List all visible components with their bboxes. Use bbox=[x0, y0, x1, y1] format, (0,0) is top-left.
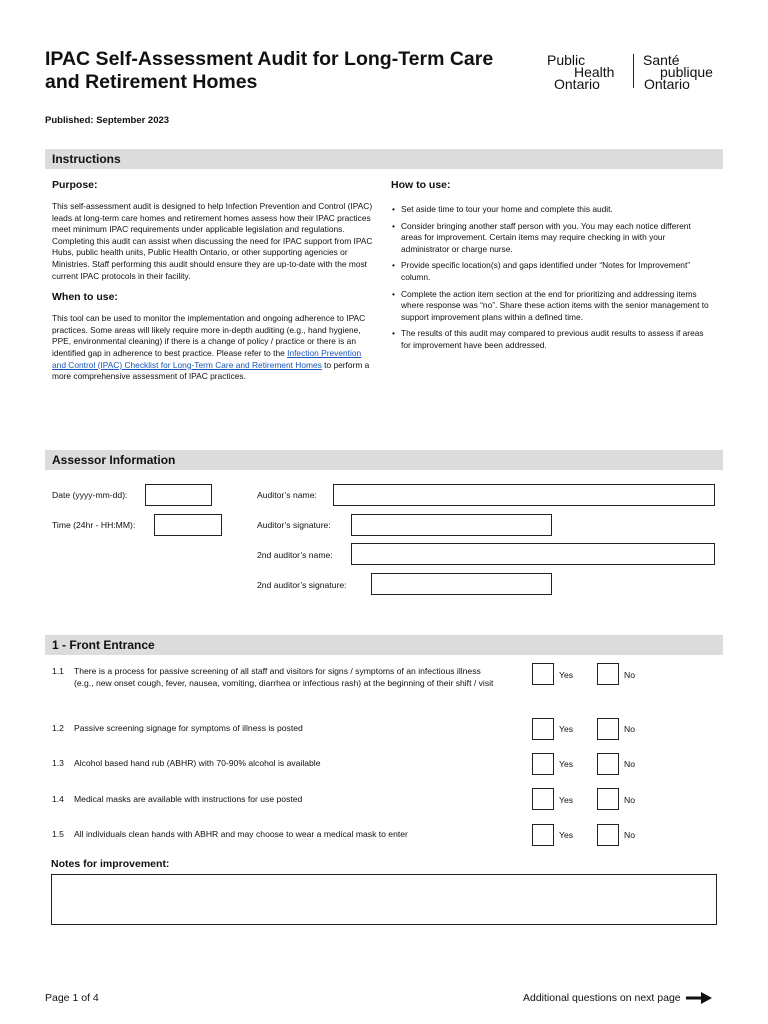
notes-label: Notes for improvement: bbox=[51, 858, 170, 870]
assessor-heading: Assessor Information bbox=[45, 450, 723, 470]
yes-label: Yes bbox=[559, 670, 574, 680]
no-label: No bbox=[624, 759, 635, 769]
instructions-left-column bbox=[52, 179, 374, 392]
page-title: IPAC Self-Assessment Audit for Long-Term Care and Retirement Homes bbox=[45, 48, 494, 93]
arrow-right-icon bbox=[686, 992, 712, 1004]
no-checkbox[interactable] bbox=[597, 824, 619, 846]
question-text: Passive screening signage for symptoms of illness is posted bbox=[74, 723, 303, 733]
auditor2-name-field[interactable] bbox=[351, 543, 715, 565]
when-text-before: This tool can be used to monitor the implementation and ongoing adherence to IPAC practices. Some areas will likely require more in-depth auditing (e.g., hand hygiene, PPE, environmental cleaning) if there is a change of policy / practice or there is an identified gap in adherence to best practice. Please refer to the bbox=[52, 313, 366, 358]
question-text: Medical masks are available with instructions for use posted bbox=[74, 794, 303, 804]
no-checkbox[interactable] bbox=[597, 663, 619, 685]
yes-checkbox[interactable] bbox=[532, 753, 554, 775]
question-text: There is a process for passive screening of all staff and visitors for signs / symptoms of an infectious illness (e.g., new onset cough, fever, nausea, vomiting, diarrhea or infectious rash) at the beginning of their shift / visit bbox=[74, 666, 494, 688]
yes-label: Yes bbox=[559, 759, 574, 769]
when-heading: When to use: bbox=[52, 291, 118, 304]
when-text-after: to perform a more comprehensive assessment of IPAC practices. bbox=[52, 359, 370, 382]
logo-en-line-1: Public bbox=[547, 52, 586, 68]
question-text: Alcohol based hand rub (ABHR) with 70-90% alcohol is available bbox=[74, 758, 321, 768]
when-text bbox=[52, 313, 374, 383]
date-label: Date (yyyy-mm-dd): bbox=[52, 490, 128, 500]
front-entrance-heading: 1 - Front Entrance bbox=[45, 635, 723, 655]
logo-divider bbox=[633, 54, 634, 88]
no-label: No bbox=[624, 795, 635, 805]
yes-label: Yes bbox=[559, 724, 574, 734]
logo-en-line-2: Health bbox=[574, 64, 615, 80]
no-checkbox[interactable] bbox=[597, 753, 619, 775]
logo-fr-line-2: publique bbox=[660, 64, 713, 80]
auditor2-signature-field[interactable] bbox=[371, 573, 552, 595]
next-page-text: Additional questions on next page bbox=[523, 992, 681, 1004]
question-number: 1.4 bbox=[52, 794, 64, 804]
logo-fr-line-1: Santé bbox=[643, 52, 680, 68]
yes-label: Yes bbox=[559, 795, 574, 805]
yes-label: Yes bbox=[559, 830, 574, 840]
auditor-name-label: Auditor’s name: bbox=[257, 490, 317, 500]
auditor2-name-label: 2nd auditor’s name: bbox=[257, 550, 333, 560]
no-label: No bbox=[624, 830, 635, 840]
instructions-right-column bbox=[391, 179, 709, 357]
auditor-signature-label: Auditor’s signature: bbox=[257, 520, 331, 530]
instructions-heading: Instructions bbox=[45, 149, 723, 169]
question-number: 1.3 bbox=[52, 758, 64, 768]
question-number: 1.1 bbox=[52, 666, 64, 676]
list-item: • The results of this audit may compared to previous audit results to assess if areas for improvement have been addressed. bbox=[391, 328, 709, 351]
no-checkbox[interactable] bbox=[597, 718, 619, 740]
no-checkbox[interactable] bbox=[597, 788, 619, 810]
auditor-name-field[interactable] bbox=[333, 484, 715, 506]
no-label: No bbox=[624, 670, 635, 680]
notes-field[interactable] bbox=[51, 874, 717, 925]
logo-fr-line-3: Ontario bbox=[644, 76, 690, 92]
published-date: Published: September 2023 bbox=[45, 115, 170, 126]
yes-checkbox[interactable] bbox=[532, 824, 554, 846]
time-label: Time (24hr - HH:MM): bbox=[52, 520, 136, 530]
yes-checkbox[interactable] bbox=[532, 788, 554, 810]
list-item: • Set aside time to tour your home and complete this audit. bbox=[391, 204, 709, 216]
page-number: Page 1 of 4 bbox=[45, 992, 99, 1004]
list-item: • Consider bringing another staff person with you. You may each notice different areas for improvement. Certain items may require checking in with your administrator or charge nurse. bbox=[391, 221, 709, 256]
how-heading: How to use: bbox=[391, 179, 451, 191]
auditor-signature-field[interactable] bbox=[351, 514, 552, 536]
question-number: 1.5 bbox=[52, 829, 64, 839]
date-field[interactable] bbox=[145, 484, 212, 506]
next-page-note bbox=[523, 992, 712, 1004]
how-list bbox=[391, 192, 709, 352]
purpose-heading: Purpose: bbox=[52, 179, 98, 191]
question-text: All individuals clean hands with ABHR and may choose to wear a medical mask to enter bbox=[74, 829, 408, 839]
auditor2-signature-label: 2nd auditor’s signature: bbox=[257, 580, 347, 590]
logo-english bbox=[547, 54, 627, 90]
purpose-text: This self-assessment audit is designed to help Infection Prevention and Control (IPAC) leads at long-term care homes and retirement homes assess how their IPAC practices meet minimum IPAC requirements under applicable legislation and regulations. Completing this audit can assist when discussing the need for IPAC support from IPAC Hubs, public health units, Public Health Ontario, or other supporting agencies or Ministries. Staff performing this audit should ensure they are up-to-date with the most current IPAC protocols in their facility. bbox=[52, 201, 373, 281]
yes-checkbox[interactable] bbox=[532, 663, 554, 685]
list-item: • Provide specific location(s) and gaps identified under “Notes for Improvement” column. bbox=[391, 260, 709, 283]
public-health-ontario-logo bbox=[547, 54, 727, 94]
logo-en-line-3: Ontario bbox=[554, 76, 600, 92]
logo-french bbox=[641, 54, 731, 90]
question-number: 1.2 bbox=[52, 723, 64, 733]
yes-checkbox[interactable] bbox=[532, 718, 554, 740]
time-field[interactable] bbox=[154, 514, 222, 536]
ipac-checklist-link[interactable]: Infection Prevention and Control (IPAC) Checklist for Long-Term Care and Retirement Homes bbox=[52, 347, 362, 370]
no-label: No bbox=[624, 724, 635, 734]
list-item: • Complete the action item section at the end for prioritizing and addressing items where response was “no”. Share these action items with the senior management to support improvement plans within a defined time. bbox=[391, 289, 709, 324]
